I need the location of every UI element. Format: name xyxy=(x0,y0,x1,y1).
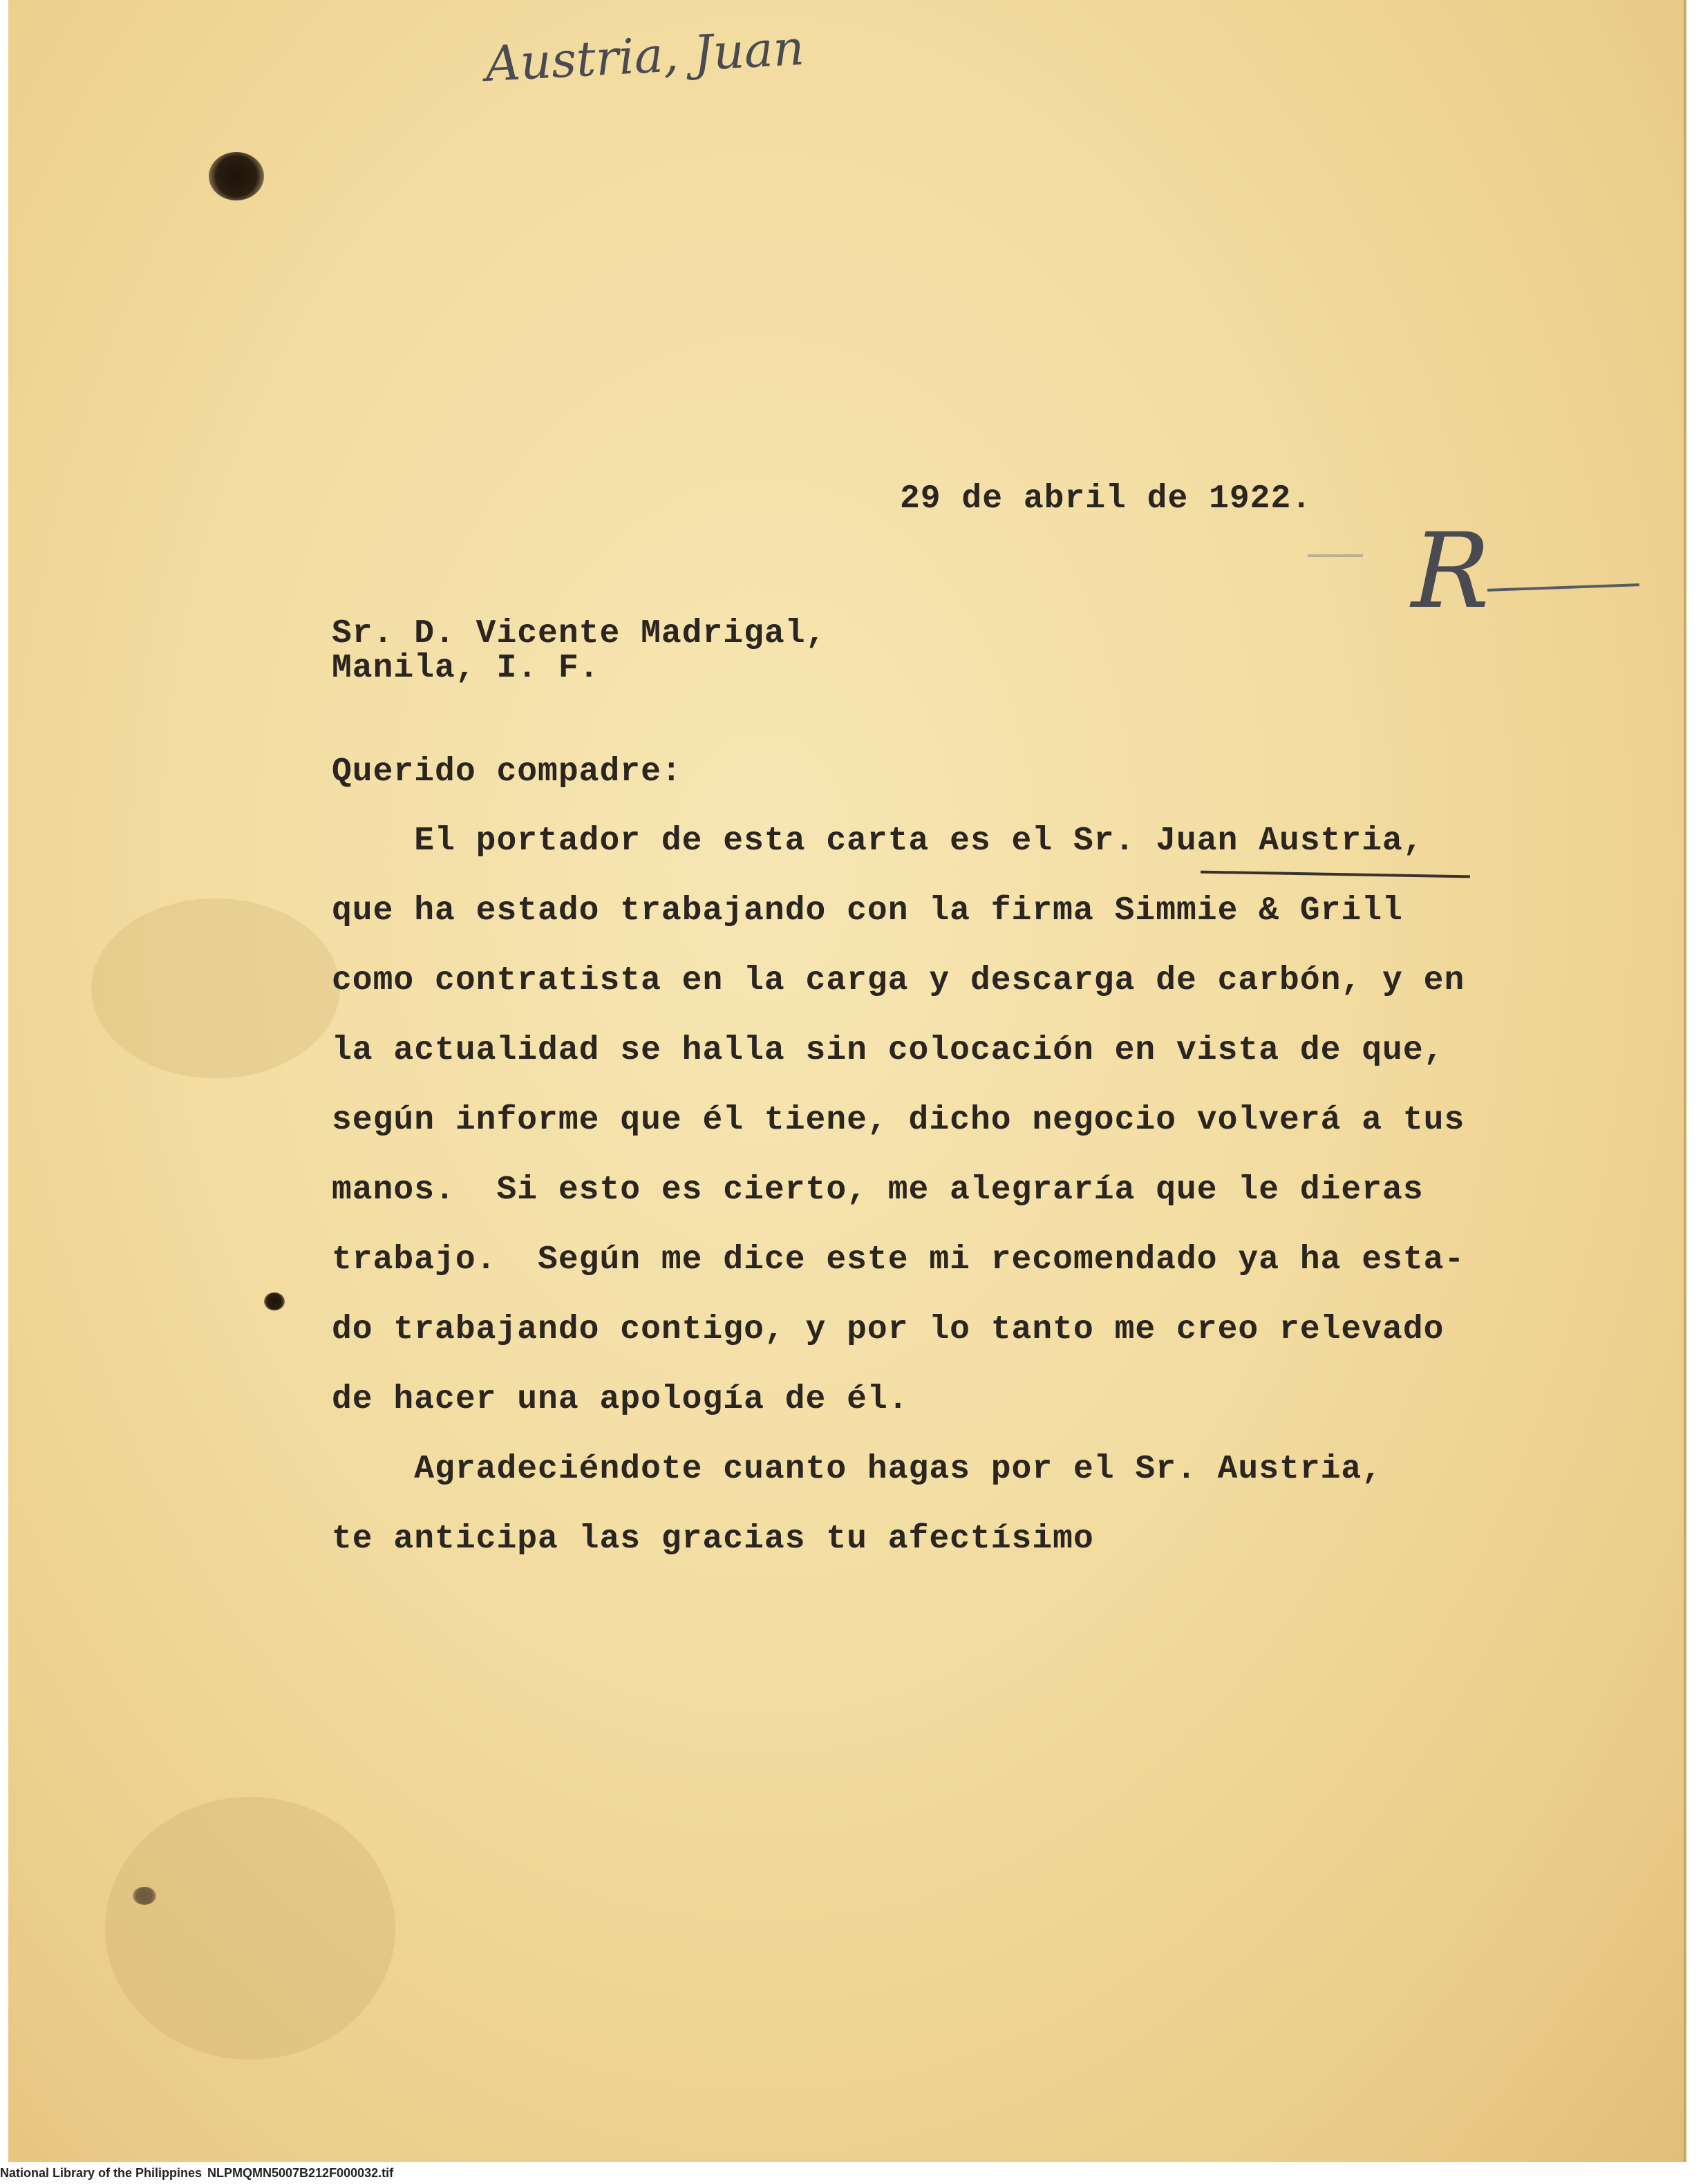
footer-library: National Library of the Philippines xyxy=(0,2166,203,2180)
water-stain xyxy=(91,898,340,1078)
body-line: do trabajando contigo, y por lo tanto me creo relevado xyxy=(332,1311,1445,1348)
body-line: que ha estado trabajando con la firma Simmie & Grill xyxy=(332,892,1403,930)
footer-file-id: NLPMQMN5007B212F000032.tif xyxy=(207,2166,394,2180)
addressee-line-1: Sr. D. Vicente Madrigal, xyxy=(332,615,827,652)
water-stain xyxy=(105,1797,395,2060)
letter-date: 29 de abril de 1922. xyxy=(900,480,1312,518)
body-line: Agradeciéndote cuanto hagas por el Sr. Austria, xyxy=(332,1451,1383,1488)
body-line: como contratista en la carga y descarga de carbón, y en xyxy=(332,962,1465,999)
body-line: trabajo. Según me dice este mi recomendado ya ha esta- xyxy=(332,1241,1465,1279)
handwritten-margin-mark: R xyxy=(1398,511,1503,632)
handwritten-annotation: Austria, Juan xyxy=(484,19,806,93)
margin-mark-stroke xyxy=(1487,583,1639,592)
name-underline xyxy=(1201,871,1470,878)
archive-footer xyxy=(0,2162,1703,2184)
ink-spot xyxy=(264,1292,285,1310)
letter-page xyxy=(8,0,1686,2163)
body-line: la actualidad se halla sin colocación en vista de que, xyxy=(332,1032,1445,1069)
body-line: manos. Si esto es cierto, me alegraría que le dieras xyxy=(332,1171,1424,1209)
ink-spot xyxy=(133,1887,156,1905)
body-line: El portador de esta carta es el Sr. Juan Austria, xyxy=(332,822,1424,860)
ink-blot xyxy=(209,152,264,200)
addressee-line-2: Manila, I. F. xyxy=(332,650,600,687)
body-line: te anticipa las gracias tu afectísimo xyxy=(332,1521,1094,1558)
body-line: de hacer una apología de él. xyxy=(332,1381,909,1418)
salutation: Querido compadre: xyxy=(332,753,682,791)
body-line: según informe que él tiene, dicho negocio volverá a tus xyxy=(332,1102,1465,1139)
margin-mark-dash xyxy=(1308,554,1363,557)
